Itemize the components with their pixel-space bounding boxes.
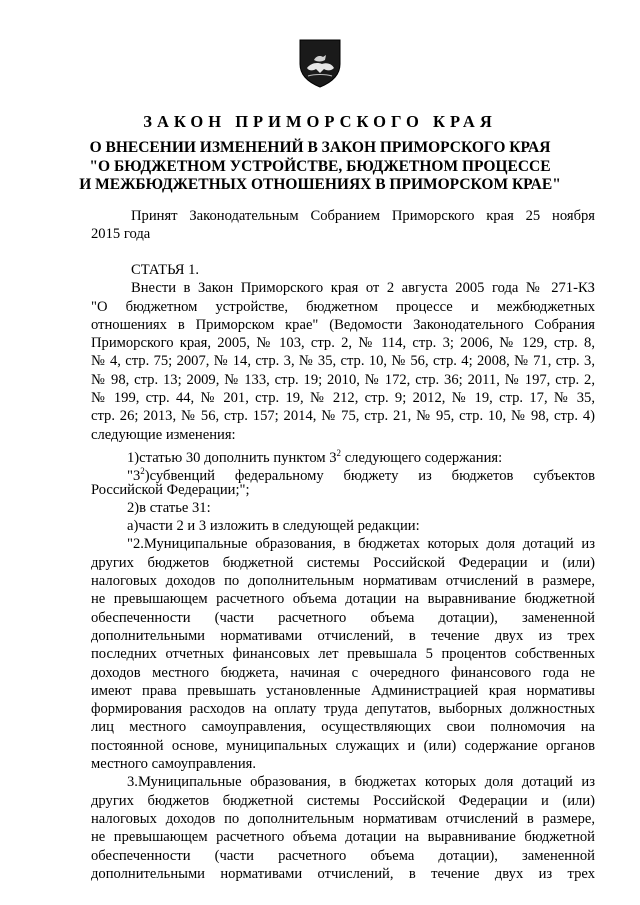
part-2-line: формирования расходов на оплату труда депутатов, выборных должностных (91, 701, 595, 718)
intro-line: отношениях в Приморском крае" (Ведомости Законодательного Собрания (91, 316, 595, 333)
part-2-line: местного самоуправления. (91, 756, 257, 773)
part-2-line: доходов местного бюджета, начиная с очередного финансового года не (91, 664, 595, 681)
part-2-line: налоговых доходов по дополнительным нормативам отчислений в размере, (91, 573, 595, 590)
part-2-line: лиц местного самоуправления, осуществляющих свои полномочия на (91, 719, 595, 736)
intro-line: следующие изменения: (91, 426, 236, 443)
part-2-line: дополнительными нормативами отчислений, в течение двух из трех (91, 627, 595, 644)
part-2-line: не превышающем расчетного объема дотации на выравнивание бюджетной (91, 591, 595, 608)
part-2-line: обеспеченности (части расчетного объема дотации), замененной (91, 609, 595, 626)
part-3-line: других бюджетов бюджетной системы Российской Федерации и (или) (91, 792, 595, 809)
part-2-line: последних отчетных финансовых лет превышала 5 процентов собственных (91, 646, 595, 663)
item-1: 1)статью 30 дополнить пунктом $3^2$ следующего содержания: (127, 447, 503, 466)
article-body (91, 261, 595, 883)
subtitle-line: "О БЮДЖЕТНОМ УСТРОЙСТВЕ, БЮДЖЕТНОМ ПРОЦЕССЕ (89, 157, 551, 175)
item-1-quote-line: Российской Федерации;"; (91, 481, 250, 498)
part-2-line: "2.Муниципальные образования, в бюджетах которых доля дотаций из (127, 536, 595, 553)
law-title: ЗАКОН ПРИМОРСКОГО КРАЯ (143, 112, 497, 131)
part-2-line: постоянной основе, муниципальных служащих и (или) содержание органов (91, 737, 595, 754)
primorsky-krai-coat-of-arms-icon (298, 38, 342, 88)
subtitle-line: О ВНЕСЕНИИ ИЗМЕНЕНИЙ В ЗАКОН ПРИМОРСКОГО КРАЯ (89, 139, 551, 156)
intro-line: "О бюджетном устройстве, бюджетном процессе и межбюджетных (91, 298, 595, 315)
part-3-line: дополнительными нормативами отчислений, в течение двух из трех (91, 865, 595, 882)
intro-line: № 199, стр. 44, № 201, стр. 19, № 212, стр. 9; 2012, № 19, стр. 17, № 35, (91, 390, 595, 407)
intro-line: стр. 26; 2013, № 56, стр. 157; 2014, № 75, стр. 21, № 95, стр. 10, № 98, стр. 4) (91, 408, 595, 425)
intro-line: № 4, стр. 75; 2007, № 14, стр. 3, № 35, стр. 10, № 56, стр. 4; 2008, № 71, стр. 3, (91, 353, 595, 370)
part-3-line: не превышающем расчетного объема дотации на выравнивание бюджетной (91, 829, 595, 846)
intro-line: Внести в Закон Приморского края от 2 августа 2005 года № 271-КЗ (131, 280, 595, 297)
item-1-quote: "$3^2)субвенций$ федеральному бюджету из бюджетов субъектов (127, 466, 595, 485)
intro-line: Приморского края, 2005, № 103, стр. 2, № 114, стр. 3; 2006, № 129, стр. 8, (91, 335, 595, 352)
part-3-line: обеспеченности (части расчетного объема дотации), замененной (91, 847, 595, 864)
part-2-line: других бюджетов бюджетной системы Российской Федерации и (или) (91, 554, 595, 571)
part-3-line: налоговых доходов по дополнительным нормативам отчислений в размере, (91, 810, 595, 827)
intro-line: № 98, стр. 13; 2009, № 133, стр. 19; 2010, № 172, стр. 36; 2011, № 197, стр. 2, (91, 371, 595, 388)
adoption-note (91, 207, 595, 244)
adoption-line: 2015 года (91, 226, 151, 243)
law-subtitle (0, 139, 640, 195)
item-2a: а)части 2 и 3 изложить в следующей редакции: (127, 518, 420, 535)
part-3-line: 3.Муниципальные образования, в бюджетах которых доля дотаций из (127, 774, 595, 791)
adoption-line: Принят Законодательным Собранием Приморского края 25 ноября (131, 208, 595, 224)
subtitle-line: И МЕЖБЮДЖЕТНЫХ ОТНОШЕНИЯХ В ПРИМОРСКОМ КРАЕ" (79, 176, 561, 193)
item-2: 2)в статье 31: (127, 499, 211, 516)
article-heading: СТАТЬЯ 1. (131, 262, 200, 278)
part-2-line: имеют права превышать установленные Администрацией края нормативы (91, 682, 595, 699)
